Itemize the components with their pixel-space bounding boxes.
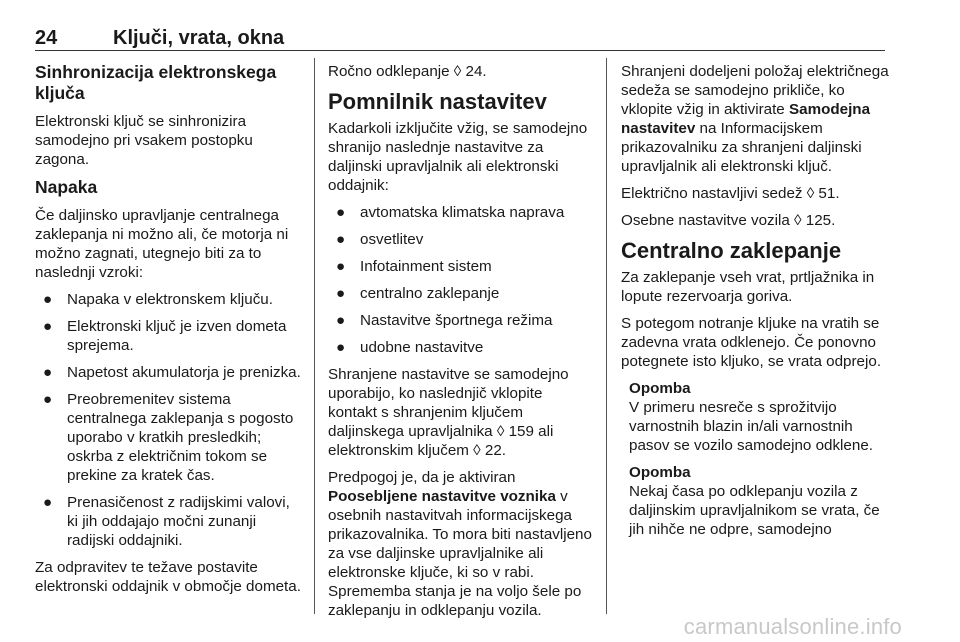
bullet-icon: ● [43,494,53,511]
list-item: ● Nastavitve športnega režima [336,312,553,329]
section-heading-fault: Napaka [35,177,98,197]
list-item: ● centralno zaklepanje [336,285,500,302]
bullet-icon: ● [43,291,53,308]
bullet-icon: ● [43,318,53,335]
paragraph: Za odpravitev te težave postavite elektronski oddajnik v območje dometa. [35,559,301,595]
chapter-title: Ključi, vrata, okna [113,27,285,49]
column-divider-2 [606,58,607,614]
cross-reference: Ročno odklepanje ◊ 24. [328,63,487,80]
column-3 [621,62,889,547]
list-item: ● Preobremenitev sistema centralnega zaklepanja s pogosto uporabo v kratkih presledkih; oskrba z električnim tokom se prekine za kratek čas. [43,391,294,484]
section-heading-sync: Sinhronizacija elektronskega ključa [35,62,277,103]
section-heading-memory: Pomnilnik nastavitev [328,89,547,114]
paragraph: S potegom notranje kljuke na vratih se zadevna vrata odklenejo. Če ponovno potegnete isto kljuko, se vrata odprejo. [621,315,882,370]
note-title: Opomba [629,464,691,481]
list-item: ● osvetlitev [336,231,424,248]
page-header [35,26,885,50]
list-item: ● udobne nastavitve [336,339,484,356]
watermark: carmanualsonline.info [683,614,902,639]
note-text: Nekaj časa po odklepanju vozila z daljinskim upravljalnikom se vrata, če jih nihče ne odpre, samodejno [629,483,880,538]
list-item: ● Napaka v elektronskem ključu. [43,291,273,308]
note-text: V primeru nesreče s sprožitvijo varnostnih blazin in/ali varnostnih pasov se vozilo samodejno odklene. [629,399,873,454]
list-item: ● Napetost akumulatorja je prenizka. [43,364,301,381]
list-item: ● Infotainment sistem [336,258,492,275]
page-number: 24 [35,27,58,49]
paragraph: Za zaklepanje vseh vrat, prtljažnika in lopute rezervoarja goriva. [621,269,875,305]
bold-setting-name: Poosebljene nastavitve voznika [328,488,556,505]
list-item: ● avtomatska klimatska naprava [336,204,565,221]
cross-reference: Električno nastavljivi sedež ◊ 51. [621,185,840,202]
note-title: Opomba [629,380,691,397]
bullet-icon: ● [336,204,346,221]
list-item: ● Elektronski ključ je izven dometa sprejema. [43,318,287,354]
section-heading-central-locking: Centralno zaklepanje [621,238,842,263]
bullet-icon: ● [43,364,53,381]
note-box [629,379,889,455]
cause-list [35,290,301,550]
paragraph: Shranjene nastavitve se samodejno uporabijo, ko naslednjič vklopite kontakt s shranjenim ključem daljinskega upravljalnika ◊ 159 ali elektronskim ključem ◊ 22. [328,366,569,459]
bullet-icon: ● [336,312,346,329]
paragraph: Predpogoj je, da je aktiviran Poosebljene nastavitve voznika v osebnih nastavitvah informacijskega prikazovalnika. To mora biti nastavljeno za vse daljinske upravljalnike ali elektronske ključe, ki so v rabi. Sprememba stanja je na voljo šele po zaklepanju in odklepanju vozila. [328,469,592,619]
cross-reference: Osebne nastavitve vozila ◊ 125. [621,212,836,229]
paragraph: Kadarkoli izključite vžig, se samodejno shranijo naslednje nastavitve za daljinski upravljalnik ali elektronski oddajnik: [328,120,588,194]
list-item: ● Prenasičenost z radijskimi valovi, ki jih oddajajo močni zunanji radijski oddajniki. [43,494,290,549]
bullet-icon: ● [43,391,53,408]
header-rule [35,50,885,51]
bullet-icon: ● [336,231,346,248]
paragraph: Če daljinsko upravljanje centralnega zaklepanja ni možno ali, če motorja ni možno zagnati, utegnejo biti za to naslednji vzroki: [35,207,289,281]
note-box [629,463,889,539]
paragraph: Elektronski ključ se sinhronizira samodejno pri vsakem postopku zagona. [35,113,253,168]
bold-setting-name: Samodejna nastavitev [621,101,871,137]
bullet-icon: ● [336,285,346,302]
column-2 [328,62,594,628]
settings-list [328,203,594,357]
bullet-icon: ● [336,339,346,356]
paragraph: Shranjeni dodeljeni položaj električnega sedeža se samodejno prikliče, ko vklopite vžig in aktivirate Samodejna nastavitev na Informacijskem prikazovalniku za shranjeni daljinski upravljalnik ali elektronski ključ. [621,63,889,175]
column-1 [35,62,301,604]
bullet-icon: ● [336,258,346,275]
column-divider-1 [314,58,315,614]
